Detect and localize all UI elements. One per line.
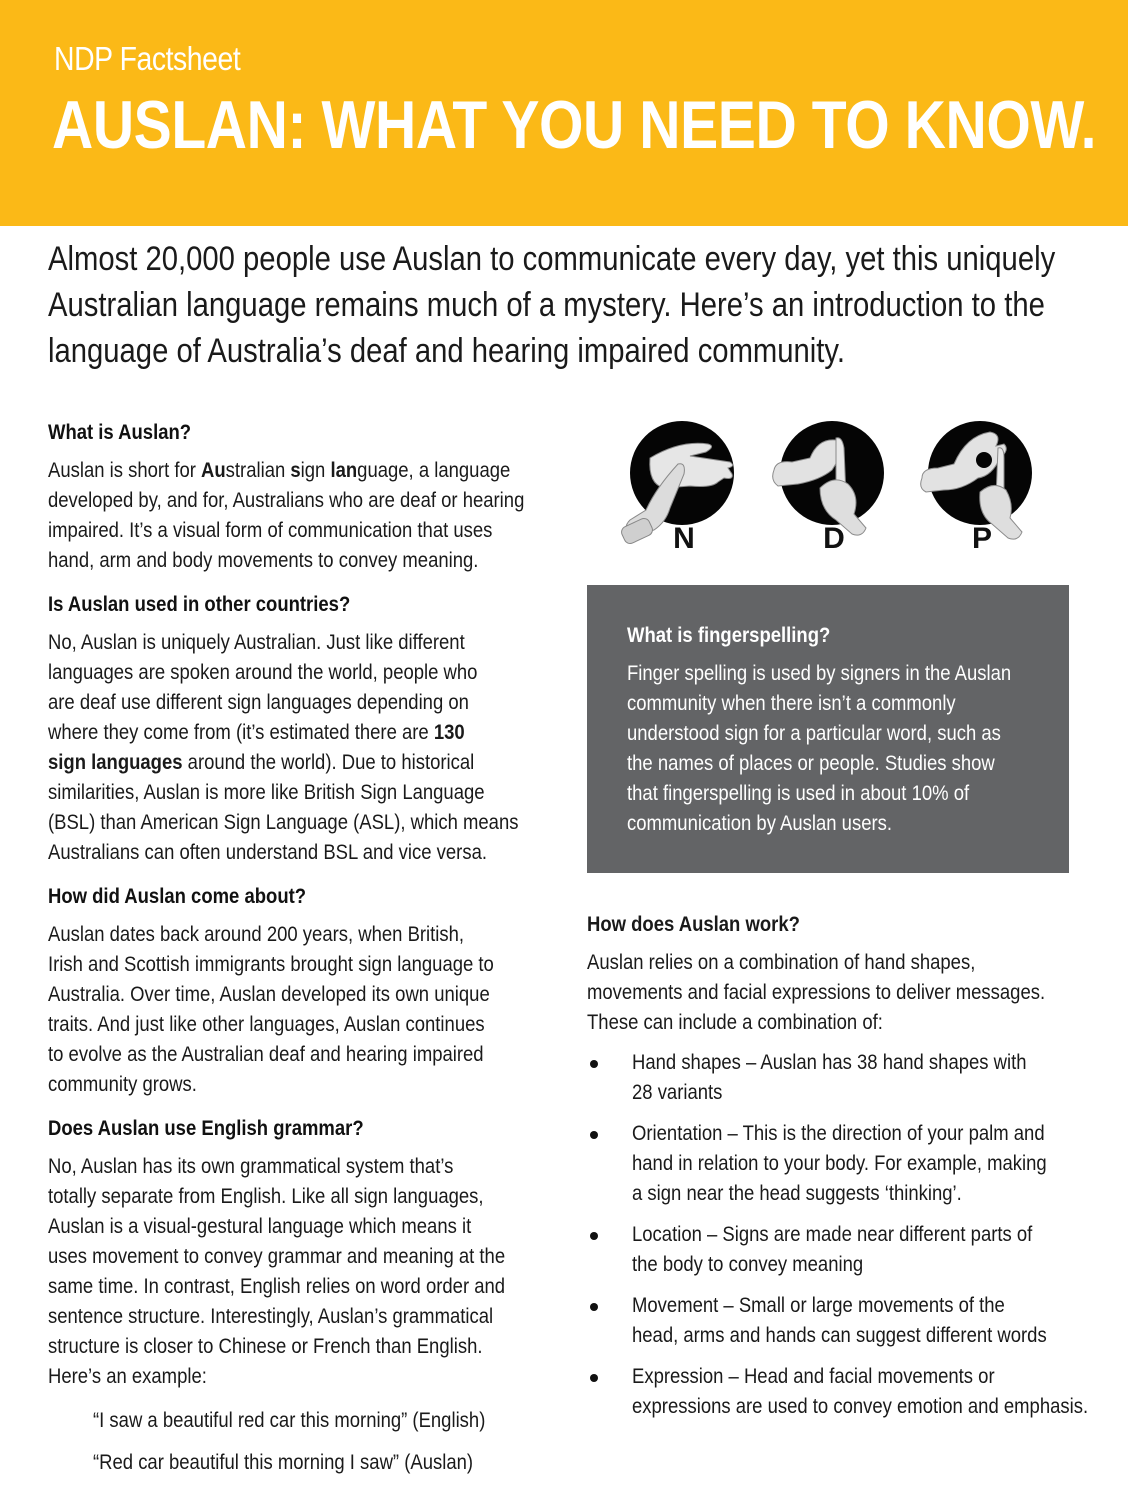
text-run: Australia. Over time, Auslan developed its own unique (48, 983, 490, 1006)
callout-line: that fingerspelling is used in about 10% of (627, 782, 970, 805)
text-run: sentence structure. Interestingly, Auslan’s grammatical (48, 1305, 494, 1328)
text-run: around the world). Due to historical (182, 751, 475, 774)
section-heading: How does Auslan work? (587, 913, 800, 936)
list-item-location (587, 1220, 1087, 1280)
text-run: hand, arm and body movements to convey meaning. (48, 549, 479, 572)
item-line: hand in relation to your body. For example, making (632, 1152, 1047, 1175)
section-body (587, 948, 1087, 1038)
section-how-works (587, 910, 1087, 1433)
list-item-expression (587, 1362, 1087, 1422)
text-run: uses movement to convey grammar and meaning at the (48, 1245, 506, 1268)
text-run: Auslan is a visual-gestural language which means it (48, 1215, 472, 1238)
list-item-orientation (587, 1119, 1087, 1209)
sign-letter: N (673, 522, 695, 555)
section-grammar (48, 1114, 548, 1478)
section-what-is-auslan (48, 418, 548, 576)
body-line (48, 808, 519, 838)
body-line (48, 486, 525, 516)
body-line: These can include a combination of: (587, 1011, 883, 1034)
factsheet-kicker: NDP Factsheet (54, 40, 241, 77)
section-heading: Is Auslan used in other countries? (48, 593, 351, 616)
body-line (48, 1070, 488, 1100)
body-line (48, 1010, 488, 1040)
text-run: ign (300, 459, 331, 482)
item-line: head, arms and hands can suggest different words (632, 1324, 1047, 1347)
section-body (48, 456, 548, 576)
section-body (48, 1152, 548, 1392)
text-run: totally separate from English. Like all sign languages, (48, 1185, 484, 1208)
intro-line: language of Australia’s deaf and hearing impaired community. (48, 332, 846, 370)
text-run: same time. In contrast, English relies on word order and (48, 1275, 506, 1298)
callout-line: understood sign for a particular word, such as (627, 722, 1001, 745)
bold-text: lan (330, 459, 358, 482)
body-line (48, 1332, 488, 1362)
item-line: a sign near the head suggests ‘thinking’. (632, 1182, 962, 1205)
section-heading: What is Auslan? (48, 421, 192, 444)
body-line (48, 1040, 488, 1070)
callout-line: the names of places or people. Studies show (627, 752, 995, 775)
text-run: community grows. (48, 1073, 197, 1096)
list-item-movement (587, 1291, 1087, 1351)
body-line (48, 628, 488, 658)
bold-text: 130 (433, 721, 465, 744)
text-run: No, Auslan is uniquely Australian. Just like different (48, 631, 465, 654)
bullet-icon (590, 1060, 598, 1068)
text-run: impaired. It’s a visual form of communication that uses (48, 519, 493, 542)
text-run: Auslan dates back around 200 years, when British, (48, 923, 465, 946)
item-line: Movement – Small or large movements of the (632, 1294, 1005, 1317)
section-heading: Does Auslan use English grammar? (48, 1117, 364, 1140)
body-line (48, 1362, 488, 1392)
body-line (48, 838, 488, 868)
example-auslan: “Red car beautiful this morning I saw” (Auslan) (93, 1451, 474, 1474)
bold-text: s (290, 459, 301, 482)
sign-letter: P (971, 522, 992, 555)
item-line: expressions are used to convey emotion and emphasis. (632, 1395, 1089, 1418)
text-run: Auslan is short for (48, 459, 202, 482)
body-line (48, 658, 488, 688)
callout-line: Finger spelling is used by signers in the Auslan (627, 662, 1012, 685)
bullet-icon (590, 1232, 598, 1240)
body-line (48, 1212, 488, 1242)
intro-line: Australian language remains much of a mystery. Here’s an introduction to the (48, 286, 1045, 324)
callout-body (627, 659, 1069, 839)
text-run: Australians can often understand BSL and vice versa. (48, 841, 487, 864)
intro-paragraph (48, 236, 1088, 374)
text-run: languages are spoken around the world, people who (48, 661, 478, 684)
section-heading: How did Auslan come about? (48, 885, 307, 908)
text-run: traits. And just like other languages, Auslan continues (48, 1013, 485, 1036)
text-run: developed by, and for, Australians who are deaf or hearing (48, 489, 525, 512)
body-line: Auslan relies on a combination of hand shapes, (587, 951, 976, 974)
sign-n (620, 418, 750, 558)
callout-heading: What is fingerspelling? (627, 624, 831, 647)
body-line (48, 920, 488, 950)
body-line (48, 516, 493, 546)
body-line (48, 456, 511, 486)
body-line (48, 688, 488, 718)
body-line (48, 778, 488, 808)
bullet-icon (590, 1374, 598, 1382)
fingerspelling-illustration (620, 418, 1040, 568)
text-run: (BSL) than American Sign Language (ASL), which means (48, 811, 519, 834)
example-english: “I saw a beautiful red car this morning” (English) (93, 1409, 486, 1432)
text-run: No, Auslan has its own grammatical system that’s (48, 1155, 454, 1178)
left-column (48, 418, 548, 1478)
text-run: Here’s an example: (48, 1365, 207, 1388)
bold-text: sign languages (48, 751, 183, 774)
list-item-hand-shapes (587, 1048, 1087, 1108)
item-line: Location – Signs are made near different parts of (632, 1223, 1033, 1246)
fingerspelling-callout (587, 585, 1069, 873)
body-line (48, 950, 494, 980)
intro-line: Almost 20,000 people use Auslan to communicate every day, yet this uniquely (48, 240, 1056, 278)
item-line: 28 variants (632, 1081, 723, 1104)
bold-text: Au (201, 459, 226, 482)
grammar-example (93, 1406, 548, 1478)
text-run: guage, a language (357, 459, 511, 482)
text-run: structure is closer to Chinese or French than English. (48, 1335, 483, 1358)
text-run: Irish and Scottish immigrants brought sign language to (48, 953, 494, 976)
sign-d (770, 418, 900, 558)
body-line (48, 1182, 488, 1212)
bullet-icon (590, 1131, 598, 1139)
item-line: Hand shapes – Auslan has 38 hand shapes with (632, 1051, 1027, 1074)
body-line (48, 718, 488, 748)
section-body (48, 920, 548, 1100)
section-other-countries (48, 590, 548, 868)
item-line: Expression – Head and facial movements or (632, 1365, 995, 1388)
text-run: stralian (225, 459, 291, 482)
bullet-icon (590, 1303, 598, 1311)
text-run: where they come from (it’s estimated there are (48, 721, 434, 744)
body-line (48, 748, 488, 778)
text-run: are deaf use different sign languages depending on (48, 691, 469, 714)
text-run: similarities, Auslan is more like British Sign Language (48, 781, 485, 804)
page-title: AUSLAN: WHAT YOU NEED TO KNOW. (52, 87, 1097, 163)
body-line (48, 1152, 488, 1182)
header-banner (0, 0, 1128, 226)
body-line (48, 546, 488, 576)
callout-line: community when there isn’t a commonly (627, 692, 956, 715)
section-body (48, 628, 548, 868)
item-line: Orientation – This is the direction of your palm and (632, 1122, 1045, 1145)
body-line (48, 1242, 506, 1272)
sign-letter: D (823, 522, 845, 555)
body-line (48, 1302, 494, 1332)
body-line: movements and facial expressions to deliver messages. (587, 981, 1046, 1004)
item-line: the body to convey meaning (632, 1253, 864, 1276)
callout-line: communication by Auslan users. (627, 812, 893, 835)
sign-p (918, 418, 1048, 558)
text-run: to evolve as the Australian deaf and hearing impaired (48, 1043, 484, 1066)
body-line (48, 1272, 506, 1302)
section-come-about (48, 882, 548, 1100)
body-line (48, 980, 488, 1010)
feature-list (587, 1048, 1087, 1422)
